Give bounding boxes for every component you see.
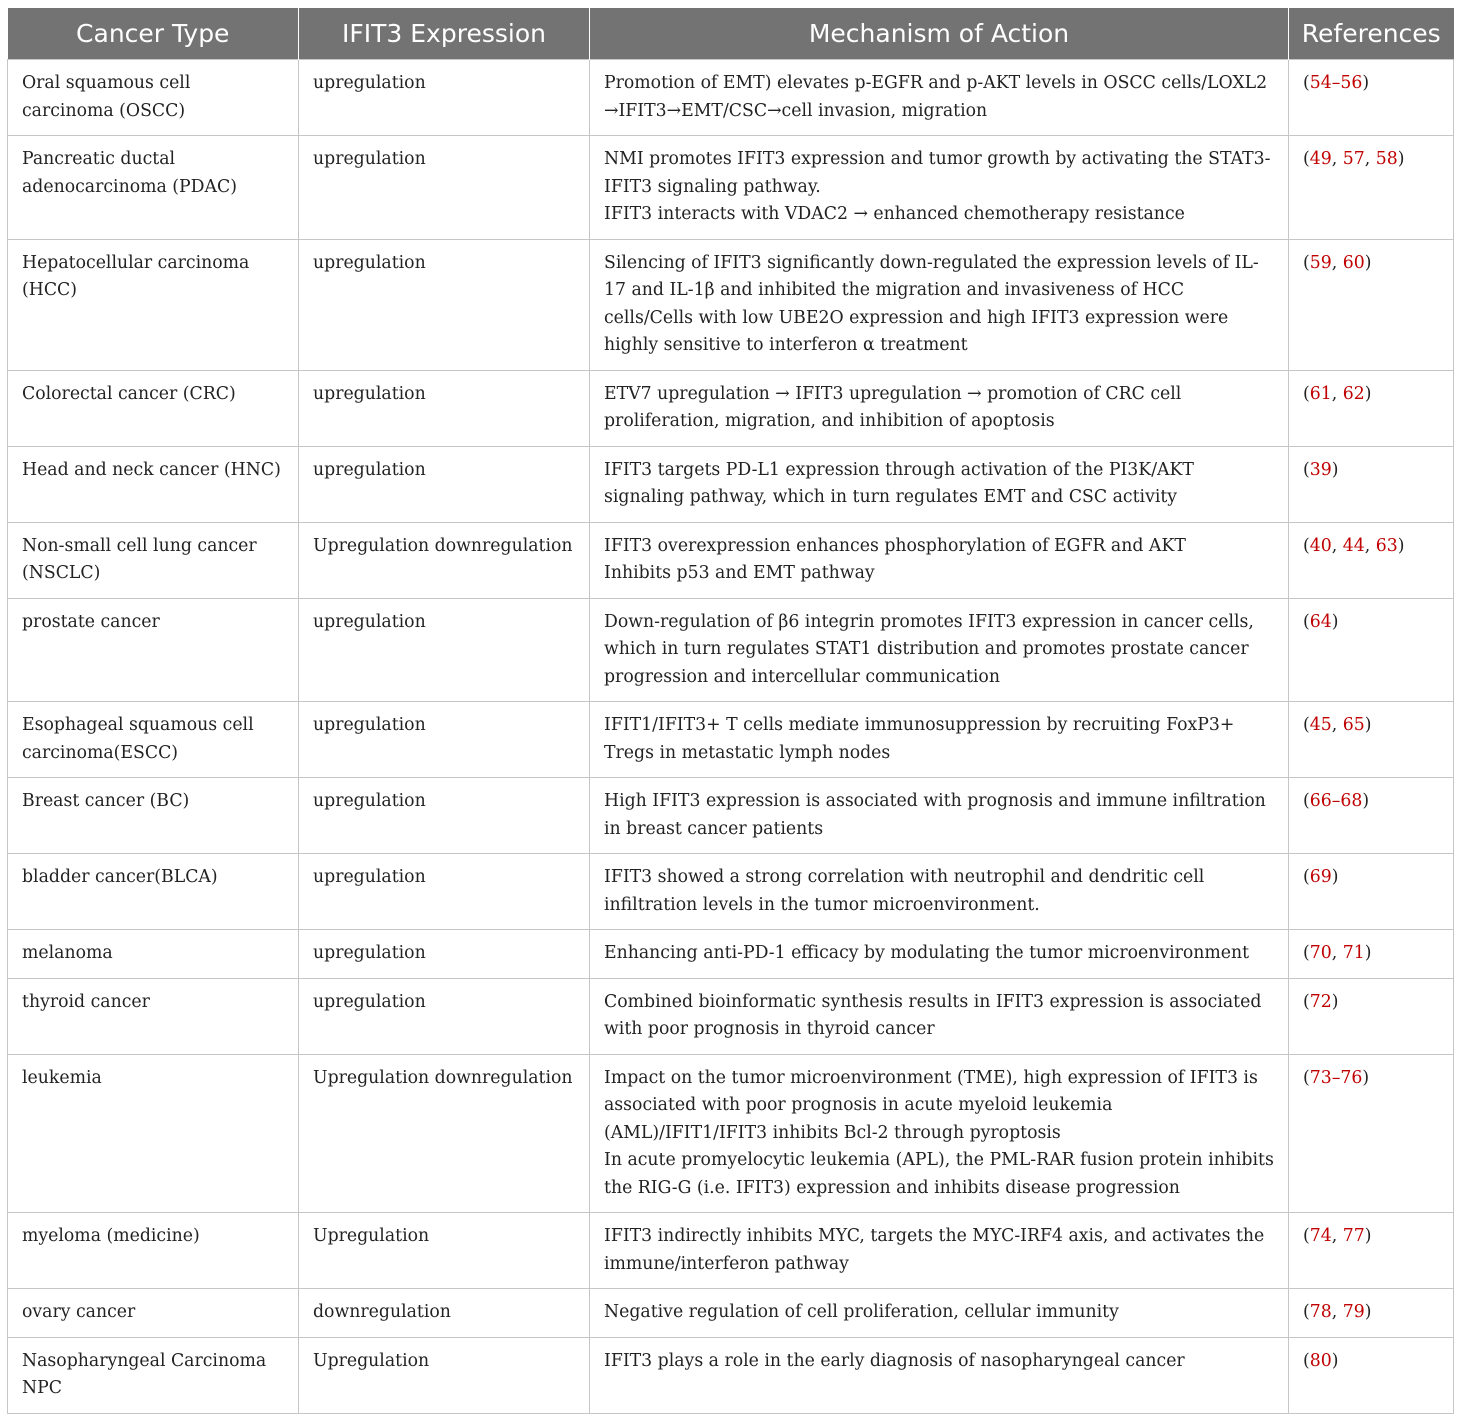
expression-cell: upregulation bbox=[299, 60, 590, 136]
mechanism-text: NMI promotes IFIT3 expression and tumor growth by activating the STAT3-IFIT3 signaling pathway. bbox=[604, 149, 1271, 197]
reference-link[interactable]: 74 bbox=[1309, 1226, 1332, 1246]
expression-cell: upregulation bbox=[299, 854, 590, 930]
header-cancer-type: Cancer Type bbox=[8, 8, 299, 60]
reference-link[interactable]: 78 bbox=[1309, 1302, 1332, 1322]
references-cell: (39) bbox=[1289, 446, 1454, 522]
cancer-type-cell: Esophageal squamous cell carcinoma(ESCC) bbox=[8, 702, 299, 778]
expression-cell: upregulation bbox=[299, 370, 590, 446]
expression-cell: Upregulation bbox=[299, 1213, 590, 1289]
references-cell: (66–68) bbox=[1289, 778, 1454, 854]
reference-link[interactable]: 58 bbox=[1375, 149, 1398, 169]
cancer-type-cell: ovary cancer bbox=[8, 1289, 299, 1338]
references-cell: (59, 60) bbox=[1289, 239, 1454, 370]
mechanism-cell bbox=[590, 136, 1289, 240]
expression-cell: Upregulation downregulation bbox=[299, 522, 590, 598]
table-row bbox=[8, 978, 1454, 1054]
ifit3-cancer-table bbox=[7, 8, 1454, 1414]
mechanism-text: Silencing of IFIT3 significantly down-regulated the expression levels of IL-17 and IL-1β and inhibited the migration and invasiveness of HCC cells/Cells with low UBE2O expression and high IFIT3 expression were highly sensitive to interferon α treatment bbox=[604, 252, 1259, 355]
cancer-type-cell: bladder cancer(BLCA) bbox=[8, 854, 299, 930]
expression-cell: upregulation bbox=[299, 978, 590, 1054]
mechanism-text: IFIT3 targets PD-L1 expression through activation of the PI3K/AKT signaling pathway, which in turn regulates EMT and CSC activity bbox=[604, 459, 1194, 507]
mechanism-text: Promotion of EMT) elevates p-EGFR and p-AKT levels in OSCC cells/LOXL2 →IFIT3→EMT/CSC→cell invasion, migration bbox=[604, 73, 1268, 121]
table-row bbox=[8, 778, 1454, 854]
cancer-type-cell: prostate cancer bbox=[8, 598, 299, 702]
table-row bbox=[8, 370, 1454, 446]
expression-cell: upregulation bbox=[299, 778, 590, 854]
mechanism-text: IFIT3 plays a role in the early diagnosis of nasopharyngeal cancer bbox=[604, 1350, 1185, 1371]
reference-link[interactable]: 59 bbox=[1309, 252, 1332, 273]
cancer-type-cell: myeloma (medicine) bbox=[8, 1213, 299, 1289]
table-row bbox=[8, 446, 1454, 522]
header-row bbox=[8, 8, 1454, 60]
cancer-type-cell: Colorectal cancer (CRC) bbox=[8, 370, 299, 446]
cancer-type-cell: thyroid cancer bbox=[8, 978, 299, 1054]
cancer-type-cell: Breast cancer (BC) bbox=[8, 778, 299, 854]
reference-link[interactable]: 62 bbox=[1342, 383, 1365, 404]
mechanism-text: IFIT3 overexpression enhances phosphorylation of EGFR and AKT bbox=[604, 535, 1186, 556]
expression-cell: upregulation bbox=[299, 136, 590, 240]
expression-cell: upregulation bbox=[299, 930, 590, 979]
mechanism-text: ETV7 upregulation → IFIT3 upregulation → promotion of CRC cell proliferation, migration, and inhibition of apoptosis bbox=[604, 383, 1182, 431]
expression-cell: upregulation bbox=[299, 598, 590, 702]
cancer-type-cell: melanoma bbox=[8, 930, 299, 979]
mechanism-cell bbox=[590, 60, 1289, 136]
cancer-type-cell: Pancreatic ductal adenocarcinoma (PDAC) bbox=[8, 136, 299, 240]
mechanism-text: Enhancing anti-PD-1 efficacy by modulating the tumor microenvironment bbox=[604, 943, 1250, 963]
cancer-type-cell: Head and neck cancer (HNC) bbox=[8, 446, 299, 522]
table-row bbox=[8, 854, 1454, 930]
mechanism-cell bbox=[590, 1337, 1289, 1413]
references-cell: (64) bbox=[1289, 598, 1454, 702]
reference-link[interactable]: 60 bbox=[1342, 252, 1365, 273]
mechanism-text: Down-regulation of β6 integrin promotes IFIT3 expression in cancer cells, which in turn regulates STAT1 distribution and promotes prostate cancer progression and intercellular communication bbox=[604, 611, 1254, 687]
reference-link[interactable]: 65 bbox=[1342, 715, 1365, 735]
table-header bbox=[8, 8, 1454, 60]
table-row bbox=[8, 60, 1454, 136]
mechanism-text: Combined bioinformatic synthesis results in IFIT3 expression is associated with poor prognosis in thyroid cancer bbox=[604, 991, 1262, 1039]
reference-link[interactable]: 63 bbox=[1375, 535, 1398, 556]
cancer-type-cell: leukemia bbox=[8, 1054, 299, 1213]
references-cell: (49, 57, 58) bbox=[1289, 136, 1454, 240]
mechanism-cell bbox=[590, 239, 1289, 370]
reference-link[interactable]: 72 bbox=[1309, 991, 1332, 1012]
reference-link[interactable]: 69 bbox=[1309, 867, 1332, 887]
expression-cell: upregulation bbox=[299, 702, 590, 778]
references-cell: (73–76) bbox=[1289, 1054, 1454, 1213]
references-cell: (45, 65) bbox=[1289, 702, 1454, 778]
references-cell: (61, 62) bbox=[1289, 370, 1454, 446]
references-cell: (78, 79) bbox=[1289, 1289, 1454, 1338]
table-row bbox=[8, 702, 1454, 778]
header-references: References bbox=[1289, 8, 1454, 60]
reference-link[interactable]: 71 bbox=[1342, 943, 1365, 963]
cancer-type-cell: Nasopharyngeal Carcinoma NPC bbox=[8, 1337, 299, 1413]
table-container bbox=[7, 8, 1453, 1414]
reference-link[interactable]: 73–76 bbox=[1309, 1067, 1363, 1088]
references-cell: (80) bbox=[1289, 1337, 1454, 1413]
reference-link[interactable]: 79 bbox=[1342, 1302, 1365, 1322]
reference-link[interactable]: 77 bbox=[1342, 1226, 1365, 1246]
mechanism-cell bbox=[590, 370, 1289, 446]
references-cell: (69) bbox=[1289, 854, 1454, 930]
mechanism-text: Negative regulation of cell proliferation, cellular immunity bbox=[604, 1302, 1119, 1322]
references-cell: (54–56) bbox=[1289, 60, 1454, 136]
table-row bbox=[8, 1337, 1454, 1413]
table-row bbox=[8, 239, 1454, 370]
table-row bbox=[8, 1289, 1454, 1338]
reference-link[interactable]: 40 bbox=[1309, 535, 1332, 556]
mechanism-text: Impact on the tumor microenvironment (TME), high expression of IFIT3 is associated with poor prognosis in acute myeloid leukemia (AML)/IFIT1/IFIT3 inhibits Bcl-2 through pyroptosis bbox=[604, 1067, 1258, 1143]
cancer-type-cell: Hepatocellular carcinoma (HCC) bbox=[8, 239, 299, 370]
reference-link[interactable]: 45 bbox=[1309, 715, 1332, 735]
cancer-type-cell: Non-small cell lung cancer (NSCLC) bbox=[8, 522, 299, 598]
mechanism-text: In acute promyelocytic leukemia (APL), the PML-RAR fusion protein inhibits the RIG-G (i.e. IFIT3) expression and inhibits disease progression bbox=[604, 1150, 1274, 1198]
mechanism-text: IFIT3 showed a strong correlation with neutrophil and dendritic cell infiltration levels in the tumor microenvironment. bbox=[604, 867, 1205, 915]
mechanism-text: IFIT3 indirectly inhibits MYC, targets the MYC-IRF4 axis, and activates the immune/interferon pathway bbox=[604, 1226, 1265, 1274]
reference-link[interactable]: 39 bbox=[1309, 459, 1332, 480]
table-row bbox=[8, 1213, 1454, 1289]
mechanism-cell bbox=[590, 930, 1289, 979]
reference-link[interactable]: 44 bbox=[1342, 535, 1365, 556]
mechanism-text: High IFIT3 expression is associated with prognosis and immune infiltration in breast cancer patients bbox=[604, 791, 1266, 839]
mechanism-text: IFIT3 interacts with VDAC2 → enhanced chemotherapy resistance bbox=[604, 204, 1185, 224]
mechanism-text: IFIT1/IFIT3+ T cells mediate immunosuppression by recruiting FoxP3+ Tregs in metastatic lymph nodes bbox=[604, 715, 1235, 763]
mechanism-cell bbox=[590, 598, 1289, 702]
mechanism-cell bbox=[590, 446, 1289, 522]
table-row bbox=[8, 930, 1454, 979]
mechanism-cell bbox=[590, 978, 1289, 1054]
mechanism-cell bbox=[590, 1289, 1289, 1338]
table-row bbox=[8, 1054, 1454, 1213]
mechanism-cell bbox=[590, 778, 1289, 854]
references-cell: (72) bbox=[1289, 978, 1454, 1054]
table-row bbox=[8, 522, 1454, 598]
mechanism-cell bbox=[590, 1213, 1289, 1289]
reference-link[interactable]: 61 bbox=[1309, 383, 1332, 404]
mechanism-cell bbox=[590, 702, 1289, 778]
header-mechanism: Mechanism of Action bbox=[590, 8, 1289, 60]
header-ifit3-expression: IFIT3 Expression bbox=[299, 8, 590, 60]
mechanism-cell bbox=[590, 1054, 1289, 1213]
reference-link[interactable]: 57 bbox=[1342, 149, 1365, 169]
expression-cell: Upregulation downregulation bbox=[299, 1054, 590, 1213]
reference-link[interactable]: 54–56 bbox=[1309, 73, 1363, 93]
reference-link[interactable]: 80 bbox=[1309, 1350, 1332, 1371]
table-body bbox=[8, 60, 1454, 1414]
expression-cell: upregulation bbox=[299, 239, 590, 370]
mechanism-cell bbox=[590, 522, 1289, 598]
references-cell: (70, 71) bbox=[1289, 930, 1454, 979]
references-cell: (40, 44, 63) bbox=[1289, 522, 1454, 598]
reference-link[interactable]: 70 bbox=[1309, 943, 1332, 963]
table-row bbox=[8, 136, 1454, 240]
reference-link[interactable]: 49 bbox=[1309, 149, 1332, 169]
expression-cell: Upregulation bbox=[299, 1337, 590, 1413]
table-row bbox=[8, 598, 1454, 702]
cancer-type-cell: Oral squamous cell carcinoma (OSCC) bbox=[8, 60, 299, 136]
mechanism-cell bbox=[590, 854, 1289, 930]
reference-link[interactable]: 66–68 bbox=[1309, 791, 1363, 811]
expression-cell: downregulation bbox=[299, 1289, 590, 1338]
references-cell: (74, 77) bbox=[1289, 1213, 1454, 1289]
reference-link[interactable]: 64 bbox=[1309, 611, 1332, 632]
expression-cell: upregulation bbox=[299, 446, 590, 522]
mechanism-text: Inhibits p53 and EMT pathway bbox=[604, 563, 875, 583]
